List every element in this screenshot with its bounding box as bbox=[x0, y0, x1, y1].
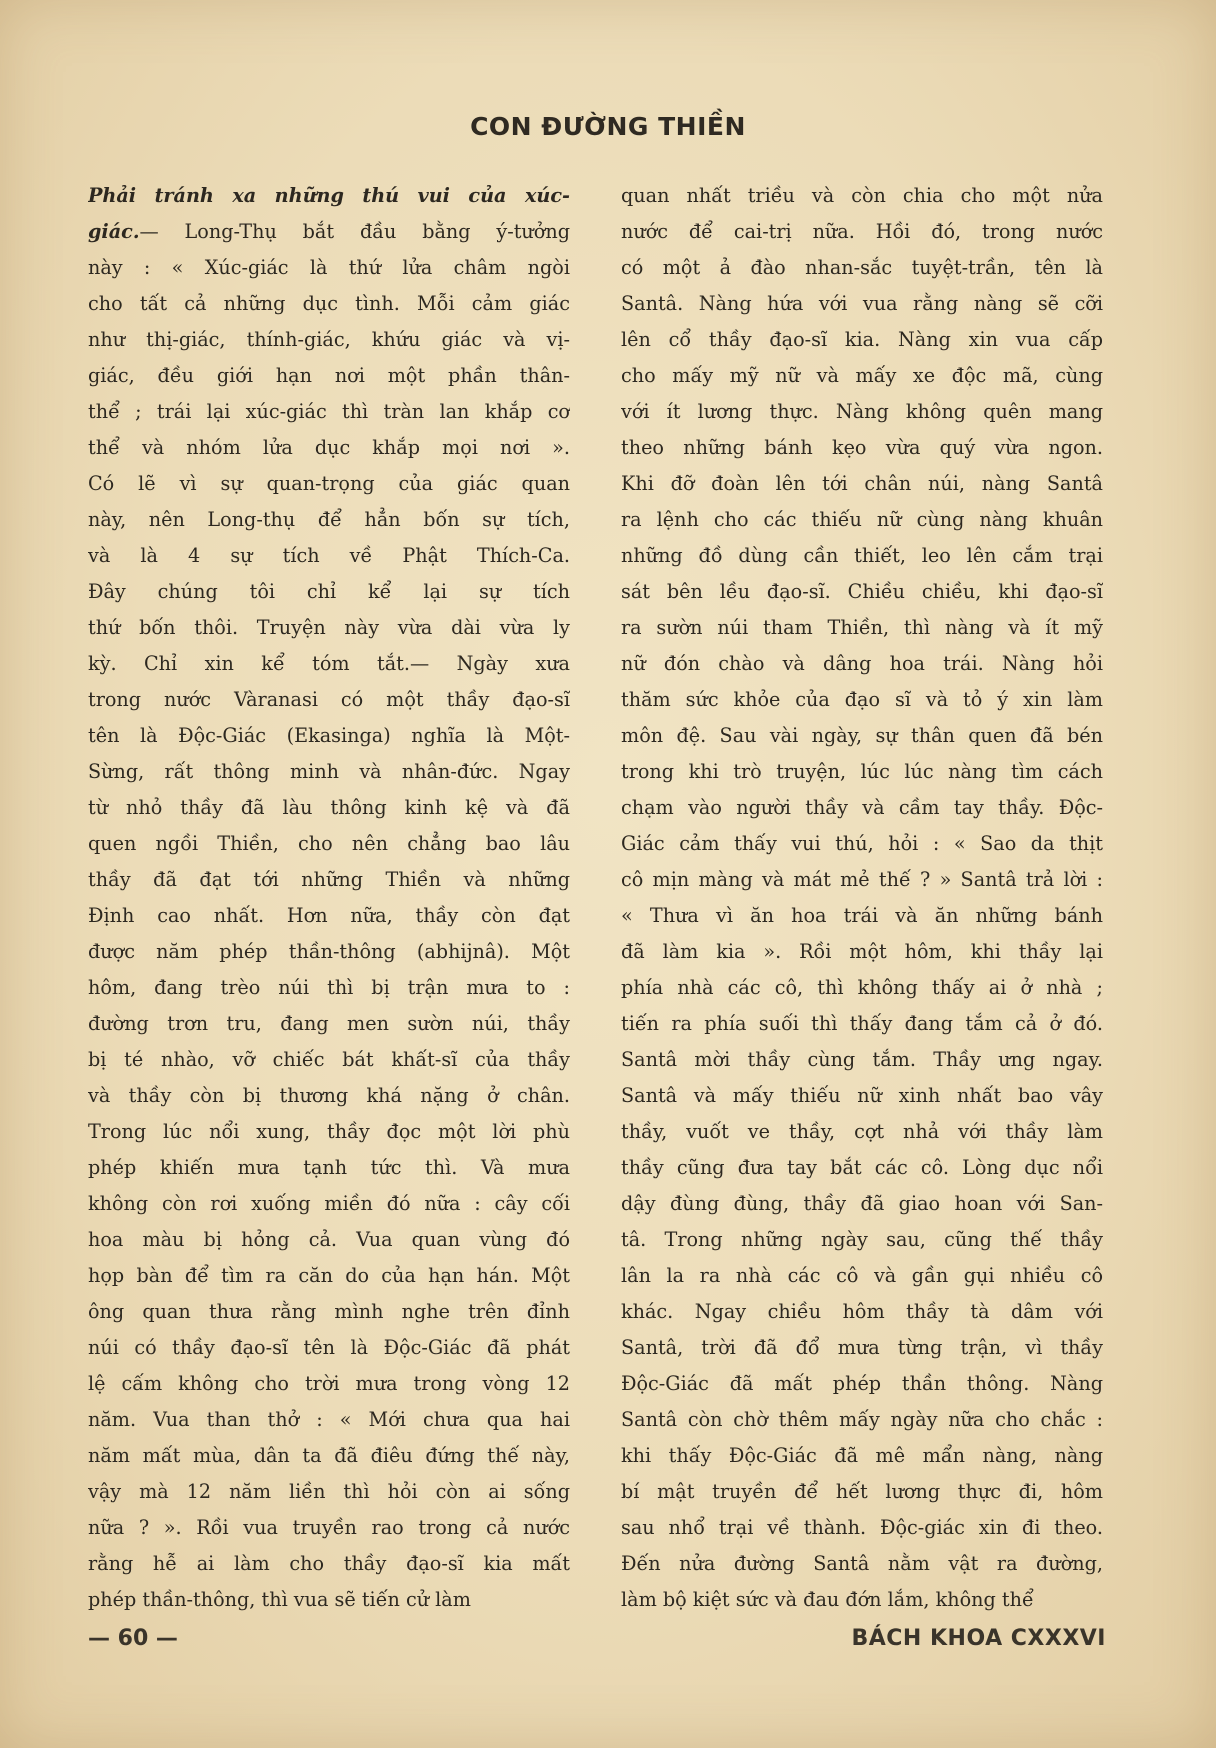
text-line: đường trơn tru, đang men sườn núi, thầy bbox=[88, 1012, 570, 1035]
text-line: khi thấy Độc-Giác đã mê mẩn nàng, nàng bbox=[621, 1444, 1103, 1467]
text-line: Độc-Giác đã mất phép thần thông. Nàng bbox=[621, 1372, 1103, 1395]
text-line: ra lệnh cho các thiếu nữ cùng nàng khuân bbox=[621, 508, 1103, 531]
text-line: thầy đã đạt tới những Thiền và những bbox=[88, 868, 570, 891]
text-line: lên cổ thầy đạo-sĩ kia. Nàng xin vua cấp bbox=[621, 328, 1103, 351]
text-line: tiến ra phía suối thì thấy đang tắm cả ở đó. bbox=[621, 1012, 1103, 1035]
text-line: và thầy còn bị thương khá nặng ở chân. bbox=[88, 1084, 570, 1107]
text-line: nước để cai-trị nữa. Hồi đó, trong nước bbox=[621, 220, 1103, 243]
text-line: núi có thầy đạo-sĩ tên là Độc-Giác đã phát bbox=[88, 1336, 570, 1359]
text-line: tên là Độc-Giác (Ekasinga) nghĩa là Một- bbox=[88, 724, 570, 747]
text-line: thầy cũng đưa tay bắt các cô. Lòng dục nổi bbox=[621, 1156, 1103, 1179]
text-line: này, nên Long-thụ để hẳn bốn sự tích, bbox=[88, 508, 570, 531]
right-column bbox=[621, 178, 1103, 1618]
text-line: không còn rơi xuống miền đó nữa : cây cối bbox=[88, 1192, 570, 1215]
text-line: như thị-giác, thính-giác, khứu giác và vị- bbox=[88, 328, 570, 351]
text-line: Giác cảm thấy vui thú, hỏi : « Sao da thịt bbox=[621, 832, 1103, 855]
text-line: họp bàn để tìm ra căn do của hạn hán. Một bbox=[88, 1264, 570, 1287]
text-line: Santâ. Nàng hứa với vua rằng nàng sẽ cỡi bbox=[621, 292, 1103, 315]
left-column bbox=[88, 178, 570, 1618]
text-line: Santâ và mấy thiếu nữ xinh nhất bao vây bbox=[621, 1084, 1103, 1107]
text-line: thăm sức khỏe của đạo sĩ và tỏ ý xin làm bbox=[621, 688, 1103, 711]
text-line: rằng hễ ai làm cho thầy đạo-sĩ kia mất bbox=[88, 1552, 570, 1575]
text-line: thể và nhóm lửa dục khắp mọi nơi ». bbox=[88, 436, 570, 459]
text-line: từ nhỏ thầy đã làu thông kinh kệ và đã bbox=[88, 796, 570, 819]
text-line: Có lẽ vì sự quan-trọng của giác quan bbox=[88, 472, 570, 495]
text-line: lệ cấm không cho trời mưa trong vòng 12 bbox=[88, 1372, 570, 1395]
text-line: phía nhà các cô, thì không thấy ai ở nhà ; bbox=[621, 976, 1103, 999]
text-line: theo những bánh kẹo vừa quý vừa ngon. bbox=[621, 436, 1103, 459]
text-line: hoa màu bị hỏng cả. Vua quan vùng đó bbox=[88, 1228, 570, 1251]
text-line: thứ bốn thôi. Truyện này vừa dài vừa ly bbox=[88, 616, 570, 639]
text-line: bị té nhào, vỡ chiếc bát khất-sĩ của thầy bbox=[88, 1048, 570, 1071]
text-line: phép thần-thông, thì vua sẽ tiến cử làm bbox=[88, 1588, 471, 1611]
text-line: Định cao nhất. Hơn nữa, thầy còn đạt bbox=[88, 904, 570, 927]
publication-issue: BÁCH KHOA CXXXVI bbox=[851, 1626, 1106, 1651]
running-title: CON ĐƯỜNG THIỀN bbox=[470, 112, 746, 141]
text-line: ông quan thưa rằng mình nghe trên đỉnh bbox=[88, 1300, 570, 1323]
text-line: sau nhổ trại về thành. Độc-giác xin đi theo. bbox=[621, 1516, 1103, 1539]
text-line: Khi đỡ đoàn lên tới chân núi, nàng Santâ bbox=[621, 472, 1103, 495]
page-number: — 60 — bbox=[88, 1626, 178, 1651]
text-line: hôm, đang trèo núi thì bị trận mưa to : bbox=[88, 976, 570, 999]
text-line: Đây chúng tôi chỉ kể lại sự tích bbox=[88, 580, 570, 603]
text-line: vậy mà 12 năm liền thì hỏi còn ai sống bbox=[88, 1480, 570, 1503]
text-line: Santâ còn chờ thêm mấy ngày nữa cho chắc : bbox=[621, 1408, 1103, 1431]
first-line bbox=[88, 178, 570, 214]
text-line: Đến nửa đường Santâ nằm vật ra đường, bbox=[621, 1552, 1103, 1575]
text-line: đã làm kia ». Rồi một hôm, khi thầy lại bbox=[621, 940, 1103, 963]
text-line: năm mất mùa, dân ta đã điêu đứng thế này, bbox=[88, 1444, 570, 1467]
text-line: cho mấy mỹ nữ và mấy xe độc mã, cùng bbox=[621, 364, 1103, 387]
lead-in-heading: Phải tránh xa những thú vui của xúc- bbox=[88, 184, 570, 207]
text-line: sát bên lều đạo-sĩ. Chiều chiều, khi đạo-sĩ bbox=[621, 580, 1103, 603]
text-line: năm. Vua than thở : « Mới chưa qua hai bbox=[88, 1408, 570, 1431]
text-line: và là 4 sự tích về Phật Thích-Ca. bbox=[88, 544, 570, 567]
text-line: giác, đều giới hạn nơi một phần thân- bbox=[88, 364, 570, 387]
text-line-rest: — Long-Thụ bắt đầu bằng ý-tưởng bbox=[139, 220, 570, 243]
text-line: bí mật truyền để hết lương thực đi, hôm bbox=[621, 1480, 1103, 1503]
text-line bbox=[88, 214, 570, 250]
text-line: phép khiến mưa tạnh tức thì. Và mưa bbox=[88, 1156, 570, 1179]
text-line: này : « Xúc-giác là thứ lửa châm ngòi bbox=[88, 256, 570, 279]
text-line: quen ngồi Thiền, cho nên chẳng bao lâu bbox=[88, 832, 570, 855]
text-line: chạm vào người thầy và cầm tay thầy. Độc- bbox=[621, 796, 1103, 819]
text-line: trong khi trò truyện, lúc lúc nàng tìm cách bbox=[621, 760, 1103, 783]
text-line: những đồ dùng cần thiết, leo lên cắm trại bbox=[621, 544, 1103, 567]
text-line: kỳ. Chỉ xin kể tóm tắt.— Ngày xưa bbox=[88, 652, 570, 675]
lead-in-continuation: giác. bbox=[88, 220, 140, 243]
text-line: làm bộ kiệt sức và đau đớn lắm, không thể bbox=[621, 1588, 1034, 1611]
text-line: có một ả đào nhan-sắc tuyệt-trần, tên là bbox=[621, 256, 1103, 279]
text-line: cho tất cả những dục tình. Mỗi cảm giác bbox=[88, 292, 570, 315]
text-line: Sừng, rất thông minh và nhân-đức. Ngay bbox=[88, 760, 570, 783]
text-line: trong nước Vàranasi có một thầy đạo-sĩ bbox=[88, 688, 570, 711]
text-line: « Thưa vì ăn hoa trái và ăn những bánh bbox=[621, 904, 1103, 927]
text-line: khác. Ngay chiều hôm thầy tà dâm với bbox=[621, 1300, 1103, 1323]
text-line: Trong lúc nổi xung, thầy đọc một lời phù bbox=[88, 1120, 570, 1143]
text-line: nữ đón chào và dâng hoa trái. Nàng hỏi bbox=[621, 652, 1103, 675]
text-line: với ít lương thực. Nàng không quên mang bbox=[621, 400, 1103, 423]
text-line: Santâ mời thầy cùng tắm. Thầy ưng ngay. bbox=[621, 1048, 1103, 1071]
text-line: được năm phép thần-thông (abhijnâ). Một bbox=[88, 940, 570, 963]
text-line: dậy đùng đùng, thầy đã giao hoan với San- bbox=[621, 1192, 1103, 1215]
text-line: môn đệ. Sau vài ngày, sự thân quen đã bén bbox=[621, 724, 1103, 747]
text-line: ra sườn núi tham Thiền, thì nàng và ít mỹ bbox=[621, 616, 1103, 639]
text-line: tâ. Trong những ngày sau, cũng thế thầy bbox=[621, 1228, 1103, 1251]
text-line: cô mịn màng và mát mẻ thế ? » Santâ trả lời : bbox=[621, 868, 1103, 891]
text-line: thầy, vuốt ve thầy, cợt nhả với thầy làm bbox=[621, 1120, 1103, 1143]
text-line: lân la ra nhà các cô và gần gụi nhiều cô bbox=[621, 1264, 1103, 1287]
text-line: quan nhất triều và còn chia cho một nửa bbox=[621, 184, 1103, 207]
text-line: nữa ? ». Rồi vua truyền rao trong cả nước bbox=[88, 1516, 570, 1539]
text-line: Santâ, trời đã đổ mưa từng trận, vì thầy bbox=[621, 1336, 1103, 1359]
text-line: thể ; trái lại xúc-giác thì tràn lan khắp cơ bbox=[88, 400, 570, 423]
